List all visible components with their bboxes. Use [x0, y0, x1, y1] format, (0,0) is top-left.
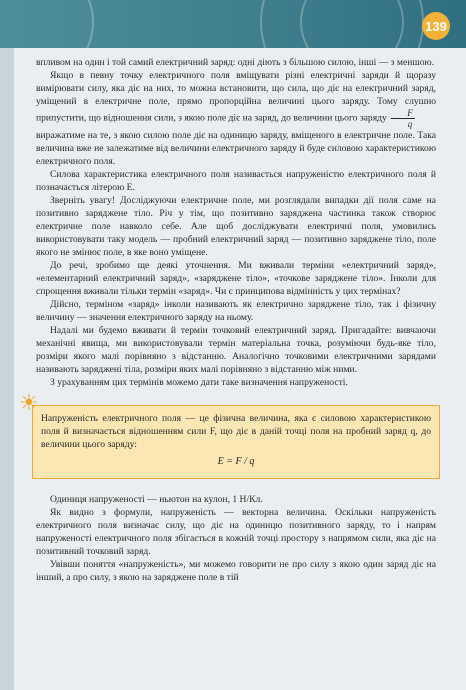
- paragraph: Надалі ми будемо вживати й термін точковий електричний заряд. Пригадайте: вивчаючи механічні явища, ми використовували термін матеріальна точка, розуміючи будь-яке тіло, розміри якого малі порівняно з відстанню. Аналогічно точковими електричними зарядами називають заряджені тіла, розміри яких малі порівняно з відстанню між ними.: [36, 325, 436, 375]
- paragraph: [36, 69, 436, 129]
- fraction-denominator: q: [407, 119, 413, 129]
- definition-box: [19, 390, 440, 479]
- paragraph: Силова характеристика електричного поля називається напруженістю електричного поля й позначається літерою E.: [36, 169, 436, 193]
- ratio-fraction: [391, 108, 415, 129]
- fraction-numerator: F: [391, 108, 415, 119]
- paragraph: Дійсно, терміном «заряд» інколи називають як електрично заряджене тіло, так і фізичну величину — значення електричного заряду на ньому.: [36, 299, 436, 323]
- left-margin-strip: [0, 48, 14, 690]
- page-body: [19, 56, 436, 584]
- sun-icon: ☀: [19, 390, 39, 415]
- paragraph: Зверніть увагу! Досліджуючи електричне поле, ми розглядали випадки дії поля саме на позитивно заряджене тіло. Річ у тім, що позитивно заряджена частинка також створює електричне поле навколо себе. Але щоб досліджувати електричні поля, умовились використовувати таку модель — пробний електричний заряд — позитивно заряджене тіло, поле якого не змінює поле, в яке воно уміщене.: [36, 195, 436, 258]
- paragraph: Увівши поняття «напруженість», ми можемо говорити не про силу з якою один заряд діє на інший, а про силу, з якою на заряджене поле в тій: [36, 559, 436, 583]
- definition-text: Напруженість електричного поля — це фізична величина, яка є силовою характеристикою поля й визначається відношенням сили F, що діє в даній точці поля на пробний заряд q, до величини цього заряду:: [41, 413, 431, 450]
- paragraph: З урахуванням цих термінів можемо дати таке визначення напруженості.: [50, 377, 348, 388]
- decor-ring-icon: [0, 0, 94, 48]
- paragraph: Одиниця напруженості — ньютон на кулон, 1 Н/Кл.: [50, 494, 263, 505]
- paragraph: Як видно з формули, напруженість — векторна величина. Оскільки напруженість електричного поля визначає силу, що діє на одиницю позитивного заряду, то і напрям напруженості електричного поля збігається в кожній точці простору з напрямом сили, яка діє на позитивний точковий заряд.: [36, 507, 436, 557]
- paragraph: До речі, зробимо ще деякі уточнення. Ми вживали терміни «електричний заряд», «елементарний електричний заряд», «заряджене тіло», «точкове заряджене тіло». Інколи для спрощення вживали тільки термін «заряд». Чи є принципова відмінність у цих термінах?: [36, 260, 436, 297]
- definition-formula: E = F / q: [217, 456, 255, 467]
- decor-ring-icon: [300, 0, 404, 48]
- paragraph: виражатиме на те, з якою силою поле діє на одиницю заряду, вміщеного в електричне поле. Така величина вже не залежатиме від величини електричного заряду й буде силовою характеристикою електричного поля.: [36, 130, 436, 167]
- header-band: [0, 0, 466, 48]
- paragraph: впливом на один і той самий електричний заряд: одні діють з більшою силою, інші — з меншою.: [36, 57, 435, 68]
- paragraph-text: Якщо в певну точку електричного поля вміщувати різні електричні заряди й щоразу вимірювати силу, яка діє на них, то можна встановити, що сила, що діє на електричний заряд, уміщений в електричне поле, прямо пропорційна величині цього заряду. Тому слушно припустити, що відношення сили, з якою поле діє на заряд, до величини цього заряду: [36, 70, 436, 124]
- page-number: 139: [422, 12, 450, 40]
